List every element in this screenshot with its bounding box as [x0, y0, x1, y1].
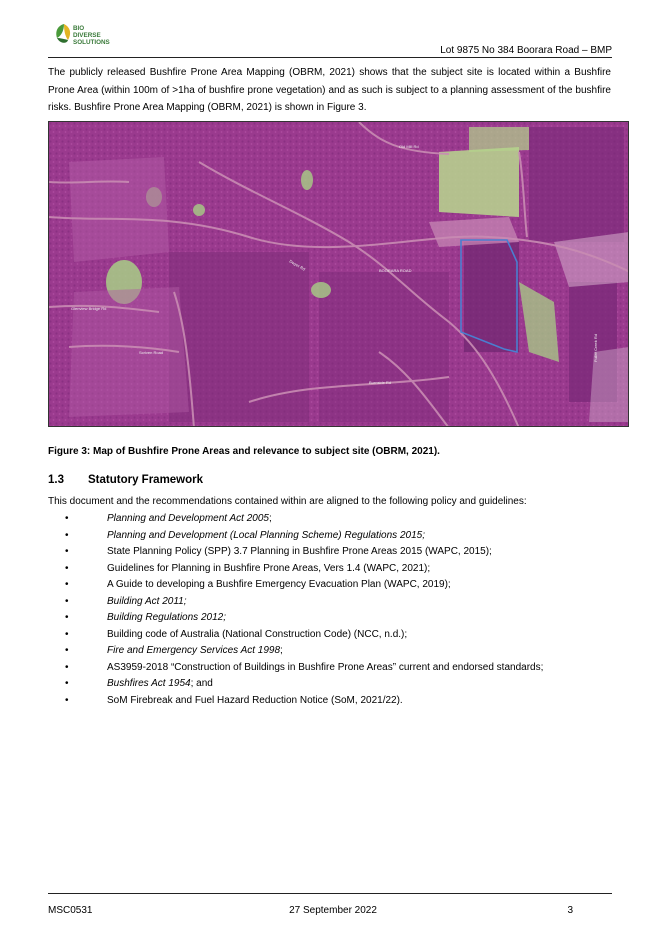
policy-list-item — [48, 694, 608, 711]
policy-text: Guidelines for Planning in Bushfire Prone Areas, Vers 1.4 (WAPC, 2021); — [107, 562, 431, 574]
policy-title-italic: Planning and Development Act 2005 — [107, 513, 269, 524]
intro-paragraph: The publicly released Bushfire Prone Area Mapping (OBRM, 2021) shows that the subject site is located within a Bushfire Prone Area (within 100m of >1ha of bushfire prone vegetation) and as such is subject to a planning assessment of the bushfire risks. Bushfire Prone Area Mapping (OBRM, 2021) is shown in Figure 3. — [48, 67, 611, 113]
policy-title-italic: Planning and Development (Local Planning Scheme) Regulations 2015; — [107, 529, 425, 541]
policy-text-suffix: ; and — [190, 678, 213, 689]
bullet-icon: • — [65, 645, 69, 656]
policy-title-italic: Building Act 2011; — [107, 595, 187, 607]
header-divider — [48, 57, 612, 58]
policy-text: State Planning Policy (SPP) 3.7 Planning in Bushfire Prone Areas 2015 (WAPC, 2015); — [107, 546, 492, 557]
figure-caption: Figure 3: Map of Bushfire Prone Areas and relevance to subject site (OBRM, 2021). — [48, 446, 440, 457]
policy-text-suffix: ; — [268, 513, 272, 524]
svg-text:BOORARA ROAD: BOORARA ROAD — [379, 268, 412, 273]
bullet-icon: • — [65, 628, 69, 640]
document-title: Lot 9875 No 384 Boorara Road – BMP — [440, 45, 612, 56]
bullet-icon: • — [65, 595, 69, 607]
logo-wordmark — [73, 25, 110, 47]
policy-list-item — [48, 644, 608, 661]
bullet-icon: • — [65, 661, 69, 673]
footer-doc-code: MSC0531 — [48, 905, 93, 916]
section-lead: This document and the recommendations contained within are aligned to the following policy and guidelines: — [48, 496, 527, 507]
bullet-icon: • — [65, 513, 69, 524]
policy-list-item — [48, 677, 608, 694]
policy-list-item — [48, 578, 608, 595]
svg-text:Burnside Rd: Burnside Rd — [369, 380, 392, 385]
section-number: 1.3 — [48, 474, 64, 486]
logo-line-2: DIVERSE — [73, 32, 101, 40]
policy-text: AS3959-2018 “Construction of Buildings in Bushfire Prone Areas” current and endorsed standards; — [107, 661, 544, 673]
policy-text-suffix: ; — [280, 645, 283, 656]
bushfire-prone-area-map — [48, 121, 629, 427]
bullet-icon: • — [65, 529, 69, 541]
bullet-icon: • — [65, 612, 69, 623]
policy-list-item — [48, 512, 608, 529]
page-number: 3 — [567, 905, 573, 916]
bullet-icon: • — [65, 694, 69, 706]
bullet-icon: • — [65, 579, 69, 590]
svg-text:Dwyer Rd: Dwyer Rd — [288, 258, 307, 272]
bullet-icon: • — [65, 562, 69, 574]
policy-list-item — [48, 529, 608, 546]
policy-text: Building code of Australia (National Construction Code) (NCC, n.d.); — [107, 628, 408, 640]
policy-text: SoM Firebreak and Fuel Hazard Reduction Notice (SoM, 2021/22). — [107, 694, 403, 706]
policy-list — [48, 512, 608, 710]
policy-title-italic: Fire and Emergency Services Act 1998 — [107, 645, 281, 656]
svg-text:Fuller Creek Rd: Fuller Creek Rd — [593, 333, 598, 362]
svg-text:Scriven Road: Scriven Road — [139, 350, 164, 355]
map-image — [49, 122, 629, 427]
policy-title-italic: Building Regulations 2012; — [107, 612, 226, 623]
footer-divider — [48, 893, 612, 894]
section-title: Statutory Framework — [88, 474, 204, 486]
policy-list-item — [48, 628, 608, 645]
footer-date: 27 September 2022 — [289, 905, 377, 916]
policy-text: A Guide to developing a Bushfire Emergency Evacuation Plan (WAPC, 2019); — [107, 579, 451, 590]
bullet-icon: • — [65, 678, 69, 689]
policy-list-item — [48, 661, 608, 678]
policy-list-item — [48, 545, 608, 562]
policy-list-item — [48, 611, 608, 628]
svg-text:Glenview Bridge Rd: Glenview Bridge Rd — [71, 306, 107, 311]
policy-list-item — [48, 595, 608, 612]
logo-line-3: SOLUTIONS — [73, 39, 110, 47]
svg-text:Old Mill Rd: Old Mill Rd — [399, 144, 419, 149]
policy-title-italic: Bushfires Act 1954 — [107, 678, 191, 689]
bullet-icon: • — [65, 546, 69, 557]
logo-line-1: BIO — [73, 25, 85, 32]
policy-list-item — [48, 562, 608, 579]
